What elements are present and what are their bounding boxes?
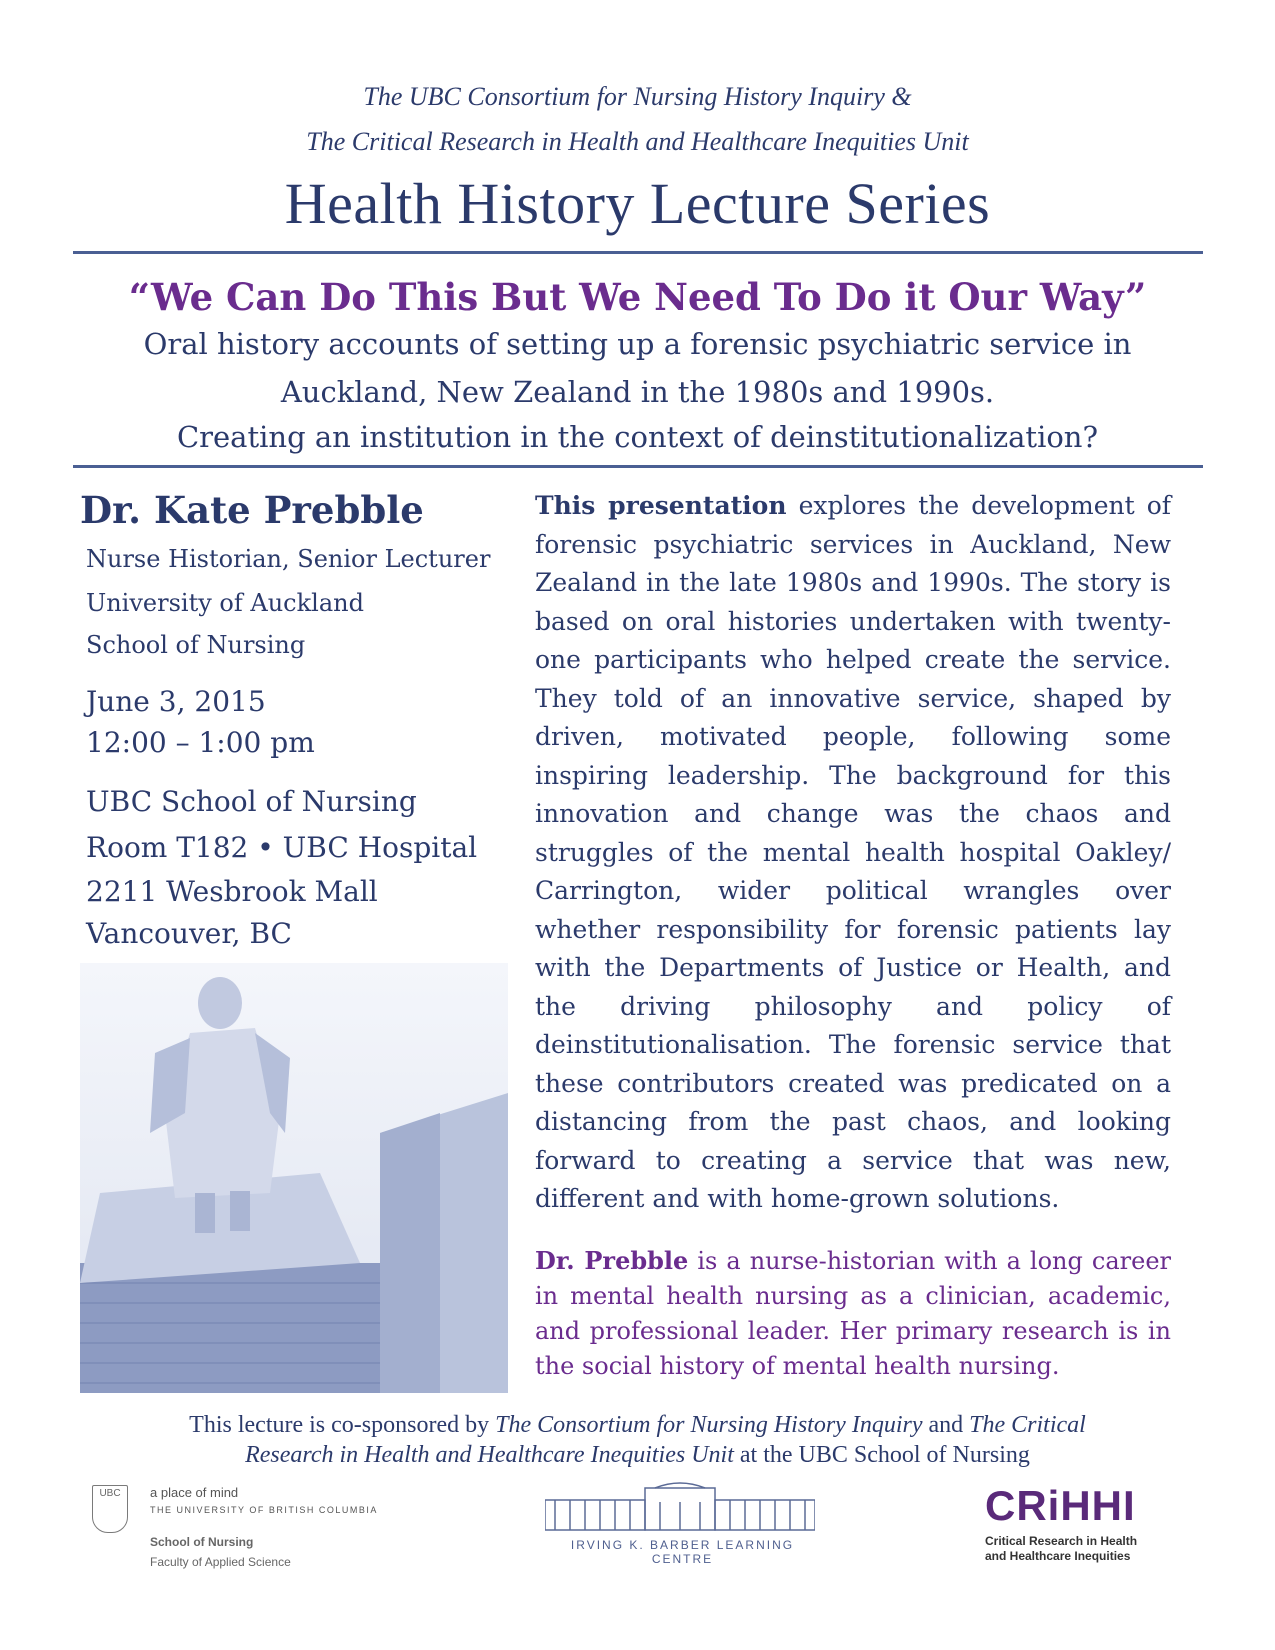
description-lead: This presentation — [535, 491, 787, 520]
speaker-affiliation-school: School of Nursing — [86, 631, 306, 659]
ubc-school: School of Nursing — [150, 1535, 254, 1549]
event-city: Vancouver, BC — [86, 917, 292, 950]
ubc-name: THE UNIVERSITY OF BRITISH COLUMBIA — [150, 1505, 378, 1515]
ubc-faculty: Faculty of Applied Science — [150, 1555, 291, 1569]
sponsor-org-1: The Consortium for Nursing History Inquiry — [495, 1412, 923, 1438]
ubc-crest-label: UBC — [99, 1488, 121, 1499]
sponsor-prefix: This lecture is co-sponsored by — [189, 1412, 496, 1438]
library-building-icon — [545, 1482, 815, 1532]
presentation-description — [535, 487, 1171, 1219]
crihhi-wordmark: CRiHHI — [985, 1482, 1136, 1529]
divider-middle — [73, 465, 1203, 468]
header-line-1: The UBC Consortium for Nursing History Inquiry & — [363, 82, 912, 111]
speaker-title: Nurse Historian, Senior Lecturer — [86, 545, 491, 573]
bio-body: is a nurse-historian with a long career in mental health nursing as a clinician, academic, and professional leader. Her primary research is in the social history of mental health nursing. — [535, 1247, 1172, 1380]
sponsor-org-2-part-2: Research in Health and Healthcare Inequities Unit — [245, 1442, 734, 1468]
speaker-affiliation-university: University of Auckland — [86, 589, 364, 617]
crihhi-line-2: and Healthcare Inequities — [985, 1549, 1131, 1563]
talk-title: “We Can Do This But We Need To Do it Our Way” — [128, 275, 1147, 319]
speaker-bio — [535, 1243, 1171, 1384]
subtitle-line-1: Oral history accounts of setting up a forensic psychiatric service in — [143, 327, 1132, 361]
speaker-name: Dr. Kate Prebble — [80, 488, 424, 532]
ubc-tagline: a place of mind — [150, 1485, 239, 1500]
statue-photo — [80, 963, 508, 1393]
event-room: Room T182 • UBC Hospital — [86, 831, 478, 864]
description-body: explores the development of forensic psychiatric services in Auckland, New Zealand in the late 1980s and 1990s. The story is based on oral histories undertaken with twenty-one participants who helped create the service. They told of an innovative service, shaped by driven, motivated people, following some inspiring leadership. The background for this innovation and change was the chaos and struggles of the mental health hospital Oakley/ Carrington, wider political wrangles over whether responsibility for forensic patients lay with the Departments of Justice or Health, and the driving philosophy and policy of deinstitutionalisation. The forensic service that these contributors created was predicated on a distancing from the past chaos, and looking forward to creating a service that was new, different and with home-grown solutions. — [535, 491, 1172, 1213]
sponsor-org-2-part-1: The Critical — [969, 1412, 1086, 1438]
event-street: 2211 Wesbrook Mall — [86, 875, 378, 908]
page-title: Health History Lecture Series — [284, 171, 991, 236]
bio-lead: Dr. Prebble — [535, 1246, 689, 1275]
crihhi-line-1: Critical Research in Health — [985, 1534, 1138, 1548]
event-time: 12:00 – 1:00 pm — [86, 726, 315, 759]
barber-logo — [545, 1482, 835, 1566]
sponsor-suffix: at the UBC School of Nursing — [733, 1442, 1030, 1468]
subtitle-line-3: Creating an institution in the context of deinstitutionalization? — [176, 420, 1099, 454]
header-line-2: The Critical Research in Health and Healthcare Inequities Unit — [306, 127, 969, 156]
crihhi-logo — [985, 1482, 1185, 1582]
subtitle-line-2: Auckland, New Zealand in the 1980s and 1990s. — [280, 375, 995, 409]
sponsor-note — [0, 1410, 1275, 1470]
event-date: June 3, 2015 — [86, 685, 266, 718]
ubc-logo — [92, 1485, 472, 1595]
event-venue: UBC School of Nursing — [86, 785, 417, 818]
ubc-crest-icon — [92, 1485, 128, 1533]
divider-top — [73, 251, 1203, 254]
sponsor-and: and — [922, 1412, 970, 1438]
barber-name: IRVING K. BARBER LEARNING CENTRE — [570, 1538, 795, 1566]
